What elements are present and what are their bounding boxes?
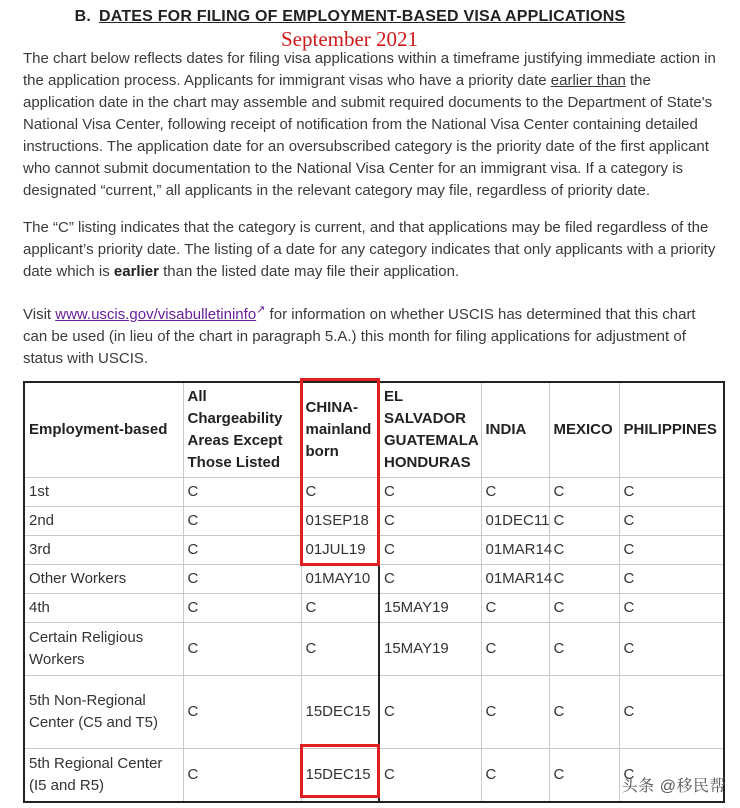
cell-value: 01MAY10 — [301, 565, 379, 594]
header-india: INDIA — [481, 382, 549, 478]
cell-value: C — [379, 565, 481, 594]
cell-value: C — [549, 594, 619, 623]
header-employment-based: Employment-based — [24, 382, 183, 478]
cell-value: C — [619, 623, 724, 676]
cell-value: C — [549, 676, 619, 749]
cell-value: 01SEP18 — [301, 507, 379, 536]
intro-underlined: earlier than — [550, 72, 626, 89]
uscis-prefix: Visit — [23, 306, 56, 323]
cell-value: 15DEC15 — [301, 676, 379, 749]
cell-value: C — [183, 478, 301, 507]
uscis-link[interactable]: www.uscis.gov/visabulletininfo — [55, 306, 257, 323]
cell-value: C — [183, 623, 301, 676]
cell-value: 01MAR14 — [481, 536, 549, 565]
cell-value: C — [183, 565, 301, 594]
row-label: 2nd — [24, 507, 183, 536]
cell-value: 15DEC15 — [301, 749, 379, 803]
cell-value: C — [379, 676, 481, 749]
cell-value: C — [379, 749, 481, 803]
highlight-box-china-top — [300, 378, 380, 566]
cell-value: 15MAY19 — [379, 623, 481, 676]
header-all-chargeability: All Chargeability Areas Except Those Listed — [183, 382, 301, 478]
cell-value: C — [183, 749, 301, 803]
cell-value: C — [301, 623, 379, 676]
table-row — [24, 594, 724, 623]
cell-value: C — [549, 623, 619, 676]
c-listing-text-2: than the listed date may file their application. — [158, 263, 460, 280]
cell-value: C — [619, 478, 724, 507]
table-row — [24, 565, 724, 594]
cell-value: 15MAY19 — [379, 594, 481, 623]
cell-value: C — [619, 536, 724, 565]
section-title: DATES FOR FILING OF EMPLOYMENT-BASED VISA APPLICATIONS — [99, 8, 626, 25]
cell-value: C — [619, 676, 724, 749]
source-watermark: 头条 @移民帮 — [621, 778, 726, 795]
cell-value: C — [481, 676, 549, 749]
row-label: 5th Non-Regional Center (C5 and T5) — [24, 676, 183, 749]
cell-value: C — [549, 749, 619, 803]
cell-value: C — [549, 507, 619, 536]
header-philippines: PHILIPPINES — [619, 382, 724, 478]
header-el-salvador: EL SALVADOR GUATEMALA HONDURAS — [379, 382, 481, 478]
cell-value: C — [549, 565, 619, 594]
uscis-paragraph — [23, 299, 723, 370]
cell-value: C — [379, 478, 481, 507]
cell-value: C — [549, 536, 619, 565]
cell-value: 01DEC11 — [481, 507, 549, 536]
table-row — [24, 676, 724, 749]
external-link-icon: ↗ — [256, 304, 266, 316]
row-label: Certain Religious Workers — [24, 623, 183, 676]
cell-value: C — [379, 536, 481, 565]
uscis-suffix: for information on whether USCIS has determined that this chart can be used (in lieu of the chart in paragraph 5.A.) this month for filing applications for adjustment of status with USCIS. — [23, 306, 696, 367]
highlight-box-china-bottom — [300, 744, 380, 798]
section-letter: B. — [74, 8, 92, 25]
row-label: 1st — [24, 478, 183, 507]
row-label: 5th Regional Center (I5 and R5) — [24, 749, 183, 803]
month-overlay-label: September 2021 — [281, 27, 419, 51]
c-listing-bold: earlier — [113, 263, 159, 280]
cell-value: C — [183, 594, 301, 623]
cell-value: C — [481, 749, 549, 803]
cell-value: C — [619, 507, 724, 536]
cell-value: C — [183, 507, 301, 536]
c-listing-paragraph — [23, 217, 723, 283]
table-row — [24, 623, 724, 676]
section-heading — [0, 8, 700, 26]
header-mexico: MEXICO — [549, 382, 619, 478]
row-label: Other Workers — [24, 565, 183, 594]
cell-value: C — [481, 623, 549, 676]
cell-value: 01JUL19 — [301, 536, 379, 565]
intro-text-2: the application date in the chart may assemble and submit required documents to the Department of State's National Visa Center, following receipt of notification from the National Visa Center containing detailed instructions. The application date for an oversubscribed category is the priority date of the first applicant who cannot submit documentation to the National Visa Center for an immigrant visa. If a category is designated “current,” all applicants in the relevant category may file, regardless of priority date. — [23, 72, 713, 199]
cell-value: C — [183, 676, 301, 749]
header-china: CHINA-mainland born — [301, 382, 379, 478]
cell-value: C — [301, 594, 379, 623]
intro-text-1: The chart below reflects dates for filing visa applications within a timeframe justifying immediate action in the application process. Applicants for immigrant visas who have a priority date — [23, 50, 716, 89]
intro-paragraph — [23, 48, 723, 202]
cell-value: C — [619, 749, 724, 803]
row-label: 3rd — [24, 536, 183, 565]
row-label: 4th — [24, 594, 183, 623]
c-listing-text-1: The “C” listing indicates that the category is current, and that applications may be filed regardless of the applicant’s priority date. The listing of a date for any category indicates that only applicants with a priority date which is — [23, 219, 716, 280]
cell-value: 01MAR14 — [481, 565, 549, 594]
cell-value: C — [619, 565, 724, 594]
cell-value: C — [481, 594, 549, 623]
cell-value: C — [301, 478, 379, 507]
cell-value: C — [619, 594, 724, 623]
cell-value: C — [379, 507, 481, 536]
cell-value: C — [183, 536, 301, 565]
cell-value: C — [549, 478, 619, 507]
cell-value: C — [481, 478, 549, 507]
